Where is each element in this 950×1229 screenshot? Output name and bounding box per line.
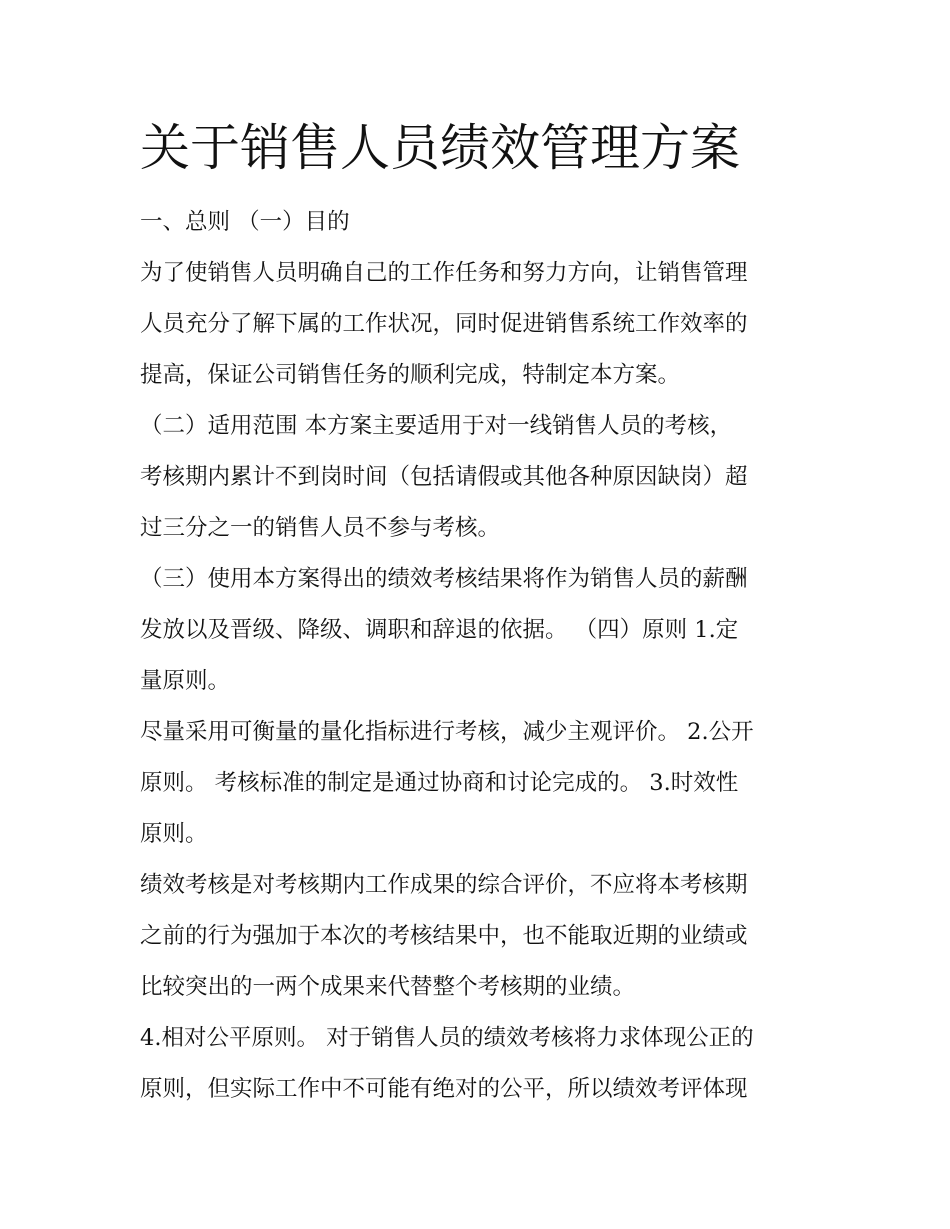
paragraph-line: 原则。 [140, 821, 208, 847]
paragraph-line: 过三分之一的销售人员不参与考核。 [140, 515, 501, 541]
paragraph-line: 考核期内累计不到岗时间（包括请假或其他各种原因缺岗）超 [140, 464, 748, 490]
paragraph-line: 发放以及晋级、降级、调职和辞退的依据。 （四）原则 1.定 [140, 617, 739, 643]
paragraph-line: 之前的行为强加于本次的考核结果中，也不能取近期的业绩或 [140, 923, 748, 949]
paragraph-line: 人员充分了解下属的工作状况，同时促进销售系统工作效率的 [140, 311, 748, 337]
paragraph-line: （二）适用范围 本方案主要适用于对一线销售人员的考核， [140, 413, 733, 439]
section-heading: 一、总则 （一）目的 [140, 209, 350, 235]
paragraph-line: 尽量采用可衡量的量化指标进行考核，减少主观评价。 2.公开 [140, 719, 754, 745]
paragraph-line: 4.相对公平原则。 对于销售人员的绩效考核将力求体现公正的 [140, 1025, 754, 1051]
paragraph-line: 为了使销售人员明确自己的工作任务和努力方向，让销售管理 [140, 260, 748, 286]
paragraph-line: 绩效考核是对考核期内工作成果的综合评价，不应将本考核期 [140, 872, 748, 898]
paragraph-line: 比较突出的一两个成果来代替整个考核期的业绩。 [140, 974, 636, 1000]
paragraph-line: 原则，但实际工作中不可能有绝对的公平，所以绩效考评体现 [140, 1076, 748, 1102]
document-title: 关于销售人员绩效管理方案 [140, 119, 740, 177]
paragraph-line: （三）使用本方案得出的绩效考核结果将作为销售人员的薪酬 [140, 566, 748, 592]
paragraph-line: 量原则。 [140, 668, 231, 694]
paragraph-line: 提高，保证公司销售任务的顺利完成，特制定本方案。 [140, 362, 681, 388]
paragraph-line: 原则。 考核标准的制定是通过协商和讨论完成的。 3.时效性 [140, 770, 739, 796]
